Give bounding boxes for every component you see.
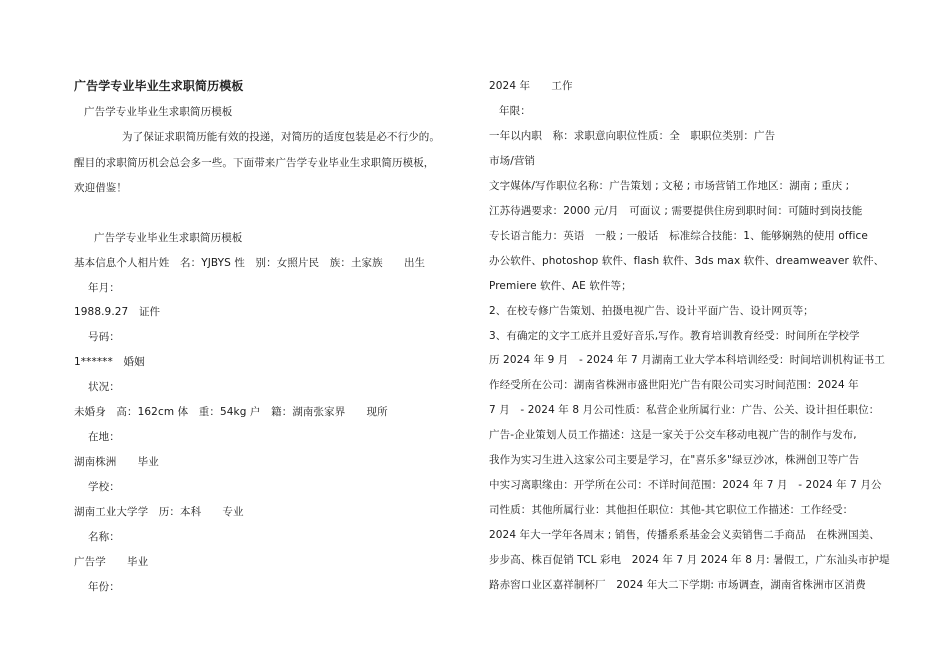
- text-line: 1****** 婚姻: [74, 356, 145, 368]
- text-line: 历 2024 年 9 月 - 2024 年 7 月湖南工业大学本科培训经受：时间培训机构证书工: [489, 354, 885, 366]
- text-line: 广告-企业策划人员工作描述：这是一家关于公交车移动电视广告的制作与发布,: [489, 429, 857, 441]
- text-line: 未婚身 高：162cm 体 重：54kg 户 籍：湖南张家界 现所: [74, 406, 388, 418]
- text-line: 作经受所在公司：湖南省株洲市盛世阳光广告有限公司实习时间范围：2024 年: [489, 379, 859, 391]
- text-line: 学校：: [88, 481, 120, 493]
- text-line: 2024 年大一学年各周末 ; 销售，传播系系基金会义卖销售二手商品 在株洲国美、: [489, 529, 880, 541]
- text-line: 专长语言能力：英语 一般 ; 一般话 标准综合技能：1、能够娴熟的使用 office: [489, 230, 868, 242]
- text-line: 江苏待遇要求：2000 元/月 可面议 ; 需要提供住房到职时间：可随时到岗技能: [489, 205, 863, 217]
- document-title: 广告学专业毕业生求职简历模板: [74, 79, 244, 93]
- text-line: 步步高、株百促销 TCL 彩电 2024 年 7 月 2024 年 8 月: 暑假工，广东汕头市护堤: [489, 554, 890, 566]
- text-line: 为了保证求职简历能有效的投递，对简历的适度包装是必不行少的。: [122, 131, 440, 143]
- text-line: 湖南工业大学学 历：本科 专业: [74, 506, 244, 518]
- text-line: 路赤窖口业区嘉祥制杯厂 2024 年大二下学期: 市场调查，湖南省株洲市区消费: [489, 579, 866, 591]
- text-line: 文字媒体/写作职位名称：广告策划 ; 文秘 ; 市场营销工作地区：湖南 ; 重庆 ;: [489, 180, 850, 192]
- text-line: 湖南株洲 毕业: [74, 456, 159, 468]
- text-line: 2、在校专修广告策划、拍摄电视广告、设计平面广告、设计网页等；: [489, 305, 814, 317]
- text-line: 市场/营销: [489, 155, 536, 167]
- text-line: 欢迎借鉴！: [74, 182, 127, 194]
- text-line: 年月：: [88, 282, 120, 294]
- text-line: Premiere 软件、AE 软件等；: [489, 280, 632, 292]
- text-line: 名称：: [88, 531, 120, 543]
- text-line: 一年以内职 称：求职意向职位性质：全 职职位类别：广告: [489, 130, 776, 142]
- text-line: 办公软件、photoshop 软件、flash 软件、3ds max 软件、dreamweaver 软件、: [489, 255, 885, 267]
- text-line: 1988.9.27 证件: [74, 306, 161, 318]
- text-line: 7 月 - 2024 年 8 月公司性质：私营企业所属行业：广告、公关、设计担任职位：: [489, 404, 880, 416]
- text-line: 基本信息个人相片姓 名：YJBYS 性 别：女照片民 族：土家族 出生: [74, 257, 426, 269]
- text-line: 醒目的求职简历机会总会多一些。下面带来广告学专业毕业生求职简历模板，: [74, 157, 435, 169]
- text-line: 中实习离职缘由：开学所在公司：不详时间范围：2024 年 7 月 - 2024 年 7 月公: [489, 479, 882, 491]
- text-line: 年份：: [88, 581, 120, 593]
- subtitle-line: 广告学专业毕业生求职简历模板: [84, 106, 233, 118]
- text-line: 广告学 毕业: [74, 556, 149, 568]
- text-line: 我作为实习生进入这家公司主要是学习，在"喜乐多"绿豆沙冰，株洲创卫等广告: [489, 454, 860, 466]
- section-heading: 广告学专业毕业生求职简历模板: [94, 232, 243, 244]
- text-line: 在地：: [88, 431, 120, 443]
- text-line: 号码：: [88, 331, 120, 343]
- text-line: 年限：: [499, 105, 531, 117]
- text-line: 状况：: [88, 381, 120, 393]
- text-line: 2024 年 工作: [489, 80, 573, 92]
- text-line: 3、有确定的文字工底并且爱好音乐,写作。教育培训教育经受：时间所在学校学: [489, 330, 860, 342]
- text-line: 司性质：其他所属行业：其他担任职位：其他-其它职位工作描述：工作经受：: [489, 504, 854, 516]
